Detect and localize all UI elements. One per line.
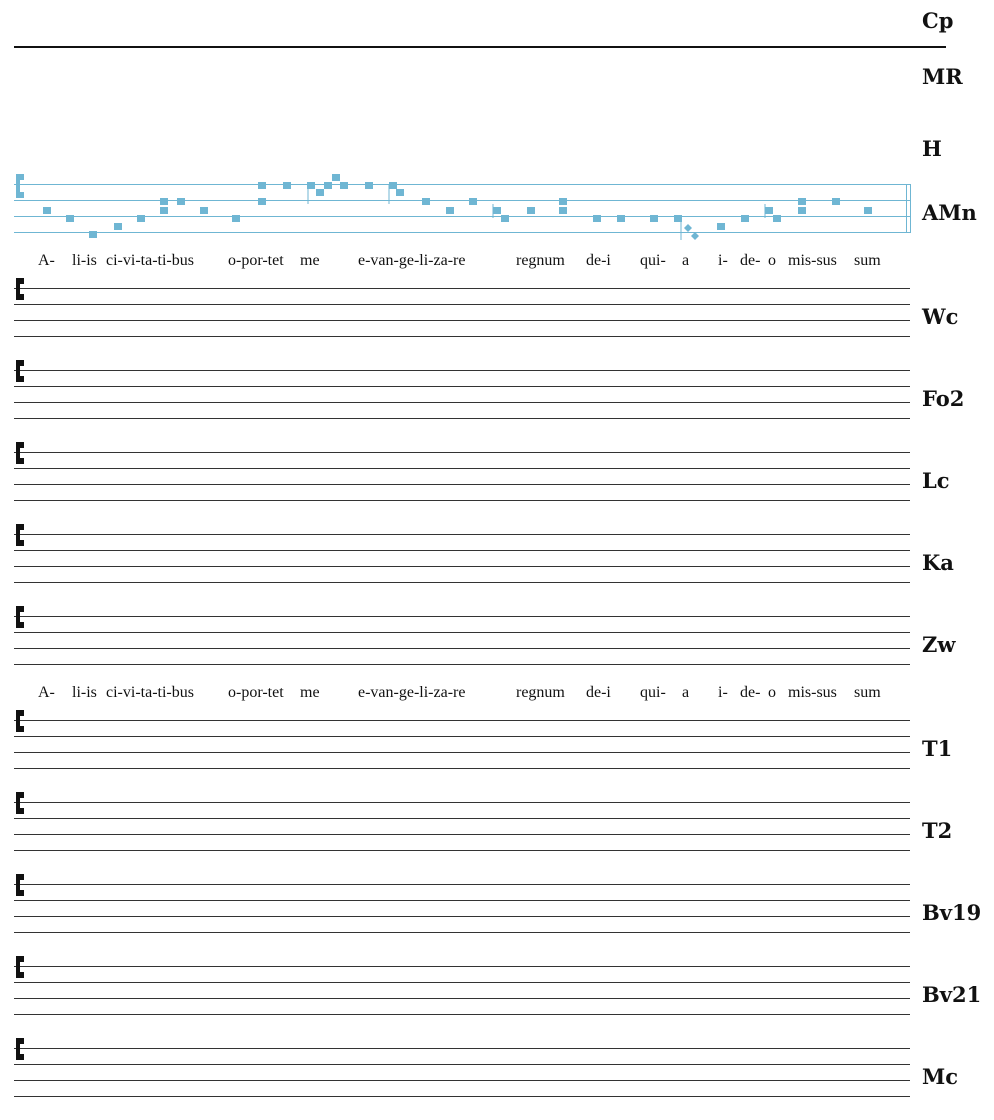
square-punctum-icon [340, 182, 348, 189]
square-punctum-icon [177, 198, 185, 205]
staff-line [14, 500, 910, 501]
lyric-syllable: o-por-tet [228, 252, 284, 269]
row-zw [0, 616, 994, 676]
lyric-syllable: de-i [586, 684, 611, 701]
staff-line [14, 834, 910, 835]
staff-line [14, 818, 910, 819]
lyric-syllable: a [682, 252, 690, 269]
lyric-syllable: ci-vi-ta-ti-bus [106, 252, 194, 269]
staff-line [14, 386, 910, 387]
siglum-lc: Lc [922, 468, 950, 493]
staff-line [14, 648, 910, 649]
siglum-fo2: Fo2 [922, 386, 965, 411]
lyric-syllable: mis-sus [788, 684, 837, 701]
square-punctum-icon [593, 215, 601, 222]
siglum-cp: Cp [922, 8, 954, 33]
square-punctum-icon [160, 207, 168, 214]
square-punctum-icon [160, 198, 168, 205]
staff-line [14, 1064, 910, 1065]
lyric-syllable: qui- [640, 684, 666, 701]
row-fo2 [0, 370, 994, 430]
square-punctum-icon [741, 215, 749, 222]
lyric-syllable: sum [854, 252, 881, 269]
row-mr [0, 56, 994, 116]
row-t1 [0, 720, 994, 780]
lyric-syllable: li-is [72, 252, 97, 269]
staff-line [14, 900, 910, 901]
staff-line [14, 998, 910, 999]
lyric-syllable: regnum [516, 252, 565, 269]
square-punctum-icon [283, 182, 291, 189]
square-punctum-icon [114, 223, 122, 230]
rhombus-punctum-icon [691, 232, 699, 240]
square-punctum-icon [527, 207, 535, 214]
c-clef-icon [14, 790, 26, 816]
row-h [0, 132, 994, 168]
square-punctum-icon [832, 198, 840, 205]
square-punctum-icon [137, 215, 145, 222]
lyric-syllable: A- [38, 684, 55, 701]
lyric-syllable: mis-sus [788, 252, 837, 269]
staff-line [14, 616, 910, 617]
staff-line [14, 566, 910, 567]
siglum-bv19: Bv19 [922, 900, 982, 925]
staff-line [14, 336, 910, 337]
staff-line [14, 752, 910, 753]
square-punctum-icon [501, 215, 509, 222]
staff-line [14, 768, 910, 769]
square-punctum-icon [324, 182, 332, 189]
staff-line [14, 288, 910, 289]
square-punctum-icon [559, 207, 567, 214]
square-punctum-icon [258, 182, 266, 189]
siglum-bv21: Bv21 [922, 982, 982, 1007]
staff-line [14, 304, 910, 305]
square-punctum-icon [200, 207, 208, 214]
square-punctum-icon [469, 198, 477, 205]
staff-line [14, 582, 910, 583]
siglum-amn: AMn [922, 200, 977, 225]
lyric-syllable: o-por-tet [228, 684, 284, 701]
siglum-wc: Wc [922, 304, 959, 329]
staff-line [14, 1014, 910, 1015]
square-punctum-icon [798, 207, 806, 214]
staff-line [14, 370, 910, 371]
row-ka [0, 534, 994, 594]
square-punctum-icon [332, 174, 340, 181]
staff-line [14, 418, 910, 419]
row-wc [0, 288, 994, 348]
c-clef-icon [14, 708, 26, 734]
staff-line [14, 452, 910, 453]
row-cp [0, 0, 994, 56]
square-punctum-icon [617, 215, 625, 222]
lyric-syllable: ci-vi-ta-ti-bus [106, 684, 194, 701]
lyric-syllable: e-van-ge-li-za-re [358, 252, 466, 269]
lyric-syllable: me [300, 684, 320, 701]
square-punctum-icon [365, 182, 373, 189]
staff-line [14, 550, 910, 551]
square-punctum-icon [422, 198, 430, 205]
rhombus-punctum-icon [684, 224, 692, 232]
square-punctum-icon [66, 215, 74, 222]
siglum-h: H [922, 136, 942, 161]
staff-line [14, 484, 910, 485]
square-punctum-icon [389, 182, 397, 189]
siglum-mc: Mc [922, 1064, 959, 1089]
square-punctum-icon [396, 189, 404, 196]
siglum-mr: MR [922, 64, 963, 89]
square-punctum-icon [559, 198, 567, 205]
lyric-syllable: de- [740, 684, 761, 701]
square-punctum-icon [717, 223, 725, 230]
staff-line [14, 982, 910, 983]
lyric-syllable: i- [718, 252, 728, 269]
staff-line [14, 534, 910, 535]
square-punctum-icon [798, 198, 806, 205]
square-punctum-icon [864, 207, 872, 214]
lyrics-line [0, 684, 994, 708]
c-clef-icon [14, 954, 26, 980]
square-punctum-icon [493, 207, 501, 214]
staff-line [14, 1096, 910, 1097]
neume-layer [0, 168, 994, 244]
staff-line [14, 850, 910, 851]
row-t2 [0, 802, 994, 862]
staff-line [14, 1080, 910, 1081]
lyric-syllable: de-i [586, 252, 611, 269]
lyric-syllable: de- [740, 252, 761, 269]
c-clef-icon [14, 276, 26, 302]
staff-line [14, 966, 910, 967]
c-clef-icon [14, 872, 26, 898]
c-clef-icon [14, 522, 26, 548]
staff-line [14, 664, 910, 665]
c-clef-icon [14, 440, 26, 466]
lyric-syllable: sum [854, 684, 881, 701]
lyric-syllable: a [682, 684, 690, 701]
square-punctum-icon [773, 215, 781, 222]
lyric-syllable: A- [38, 252, 55, 269]
square-punctum-icon [316, 189, 324, 196]
staff-line [14, 632, 910, 633]
lyrics-line [0, 252, 994, 276]
lyric-syllable: o [768, 252, 776, 269]
c-clef-icon [14, 1036, 26, 1062]
row-amn [0, 168, 994, 244]
staff-line [14, 802, 910, 803]
staff-line [14, 736, 910, 737]
siglum-ka: Ka [922, 550, 954, 575]
lyric-syllable: o [768, 684, 776, 701]
row-lc [0, 452, 994, 512]
staff-line [14, 720, 910, 721]
staff-line [14, 468, 910, 469]
square-punctum-icon [650, 215, 658, 222]
c-clef-icon [14, 358, 26, 384]
c-clef-icon [14, 604, 26, 630]
row-bv21 [0, 966, 994, 1026]
staff-line [14, 932, 910, 933]
staff-line [14, 916, 910, 917]
staff-line [14, 1048, 910, 1049]
square-punctum-icon [43, 207, 51, 214]
staff-line [14, 402, 910, 403]
square-punctum-icon [232, 215, 240, 222]
square-punctum-icon [258, 198, 266, 205]
square-punctum-icon [765, 207, 773, 214]
lyric-syllable: e-van-ge-li-za-re [358, 684, 466, 701]
lyric-syllable: me [300, 252, 320, 269]
staff-line [14, 884, 910, 885]
staff-line [14, 320, 910, 321]
square-punctum-icon [89, 231, 97, 238]
lyric-syllable: i- [718, 684, 728, 701]
row-bv19 [0, 884, 994, 944]
lyric-syllable: regnum [516, 684, 565, 701]
lyric-syllable: qui- [640, 252, 666, 269]
siglum-zw: Zw [922, 632, 956, 657]
lyric-syllable: li-is [72, 684, 97, 701]
square-punctum-icon [446, 207, 454, 214]
siglum-t1: T1 [922, 736, 953, 761]
row-mc [0, 1048, 994, 1108]
rule-cp [14, 46, 946, 48]
siglum-t2: T2 [922, 818, 953, 843]
